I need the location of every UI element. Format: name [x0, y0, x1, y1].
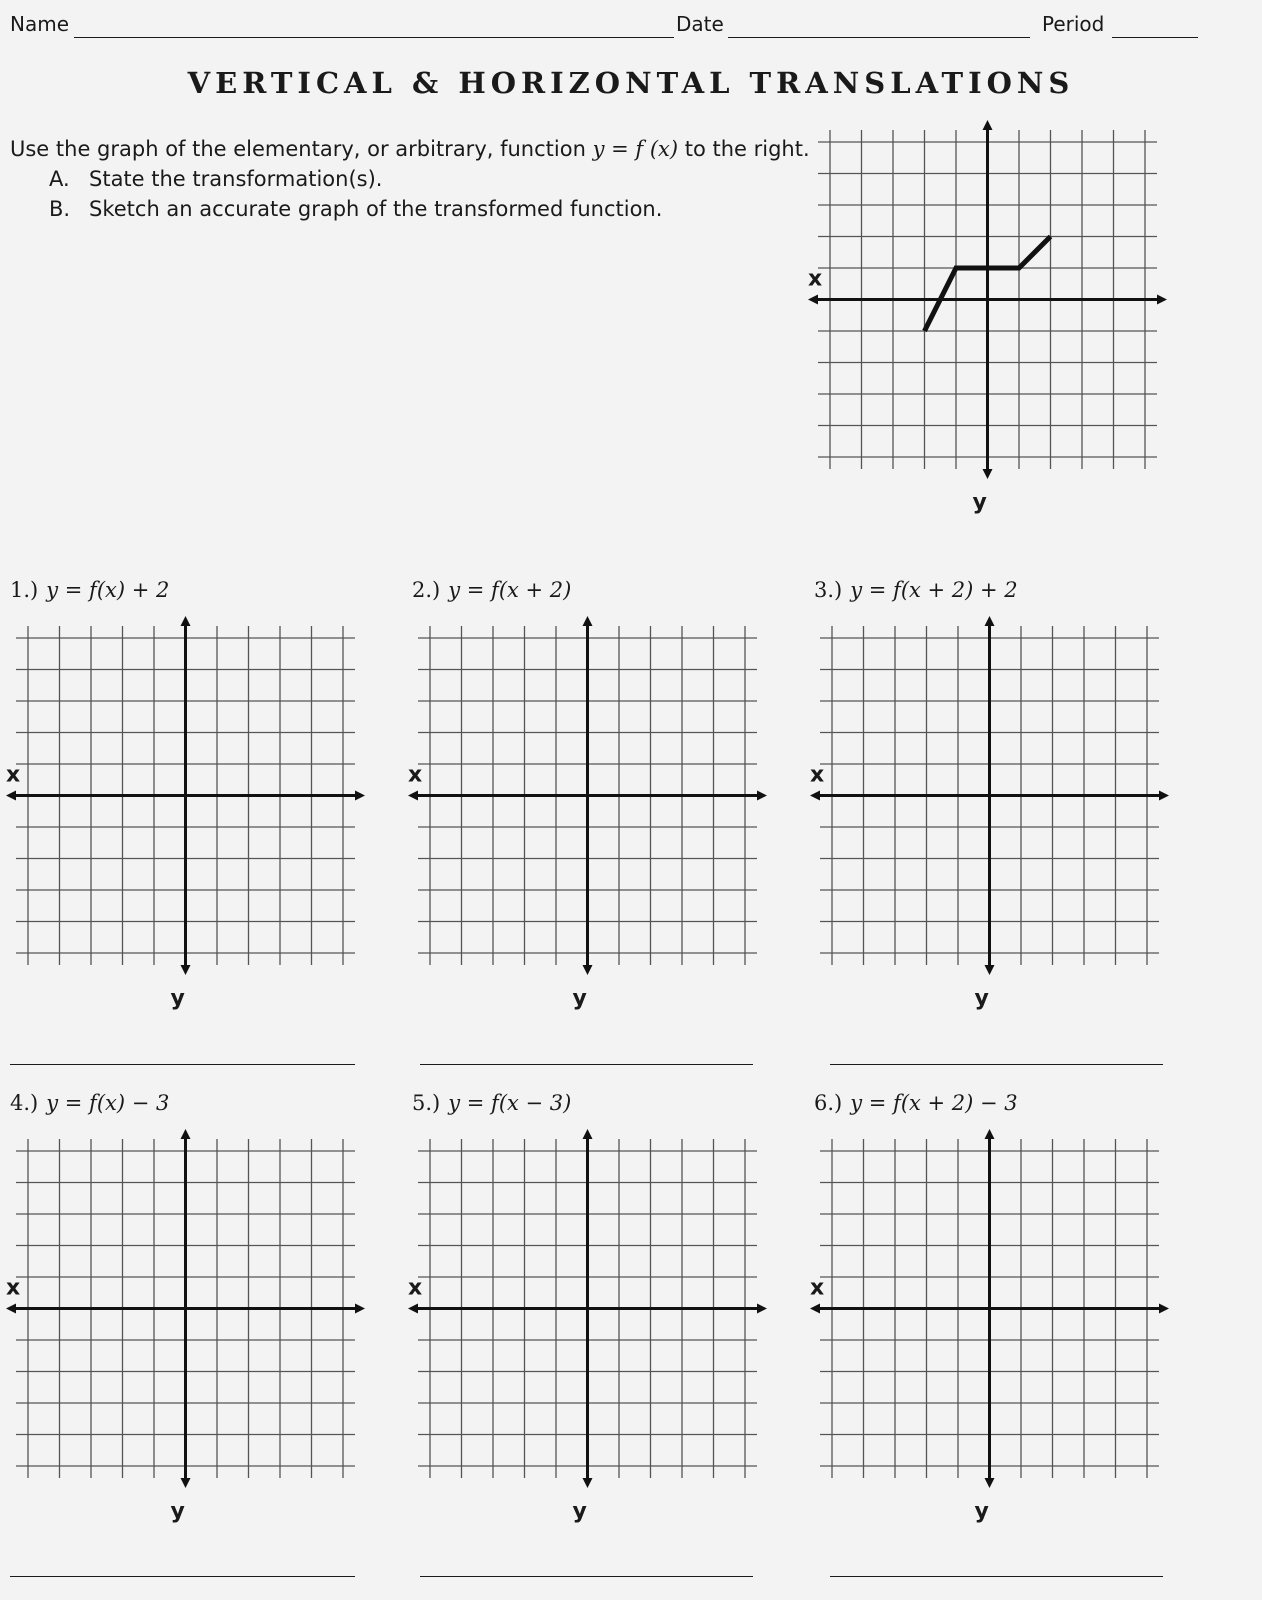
x-axis-arrow-right: [1159, 1304, 1169, 1314]
problem-number: 4.): [10, 1091, 39, 1115]
reference-graph: [808, 132, 1168, 524]
instructions: [10, 134, 810, 224]
problem-6-label: [814, 1091, 1018, 1115]
problem-number: 3.): [814, 578, 843, 602]
date-field[interactable]: [728, 37, 1030, 38]
y-axis-arrow-bottom: [983, 469, 993, 479]
x-axis-arrow-left: [810, 1304, 820, 1314]
x-axis-arrow-right: [355, 1304, 365, 1314]
y-axis-label: y: [170, 986, 185, 1011]
instructions-text-end: to the right.: [678, 137, 810, 161]
period-label: Period: [1042, 12, 1105, 36]
problem-1-label: [10, 578, 169, 602]
problem-number: 2.): [412, 578, 441, 602]
problem-equation: y = f(x − 3): [448, 1091, 572, 1115]
x-axis-arrow-right: [1157, 295, 1167, 305]
instructions-line: [10, 134, 810, 164]
y-axis-arrow-top: [985, 616, 995, 626]
item-b-text: Sketch an accurate graph of the transformed function.: [89, 197, 663, 221]
problem-6-answer-line[interactable]: [830, 1576, 1163, 1577]
x-axis-arrow-right: [757, 1304, 767, 1314]
y-axis-arrow-bottom: [985, 1478, 995, 1488]
x-axis-label: x: [808, 266, 823, 292]
page-title: VERTICAL & HORIZONTAL TRANSLATIONS: [187, 66, 1075, 100]
x-axis-arrow-left: [408, 791, 418, 801]
problem-1-grid[interactable]: [6, 628, 368, 1020]
y-axis-label: y: [974, 986, 989, 1011]
problem-number: 5.): [412, 1091, 441, 1115]
problem-5-grid[interactable]: [408, 1141, 770, 1533]
x-axis-label: x: [810, 1275, 825, 1301]
y-axis-arrow-top: [583, 1129, 593, 1139]
problem-equation: y = f(x) + 2: [46, 578, 170, 602]
y-axis-label: y: [972, 490, 987, 515]
x-axis-arrow-right: [757, 791, 767, 801]
name-field[interactable]: [74, 37, 674, 38]
name-label: Name: [10, 12, 70, 36]
item-a-marker: A.: [49, 167, 70, 191]
problem-equation: y = f(x + 2) − 3: [850, 1091, 1018, 1115]
x-axis-label: x: [810, 762, 825, 788]
y-axis-arrow-bottom: [985, 965, 995, 975]
x-axis-arrow-left: [408, 1304, 418, 1314]
instruction-item-a: [10, 164, 810, 194]
date-label: Date: [676, 12, 724, 36]
y-axis-arrow-top: [181, 1129, 191, 1139]
problem-3-label: [814, 578, 1018, 602]
x-axis-label: x: [408, 762, 423, 788]
x-axis-arrow-left: [6, 791, 16, 801]
problem-equation: y = f(x + 2): [448, 578, 572, 602]
problem-5-label: [412, 1091, 571, 1115]
y-axis-arrow-top: [983, 120, 993, 130]
problem-4-answer-line[interactable]: [10, 1576, 355, 1577]
problem-5-answer-line[interactable]: [420, 1576, 753, 1577]
y-axis-arrow-bottom: [583, 965, 593, 975]
x-axis-arrow-right: [1159, 791, 1169, 801]
problem-number: 1.): [10, 578, 39, 602]
y-axis-label: y: [572, 1499, 587, 1524]
y-axis-label: y: [572, 986, 587, 1011]
item-a-text: State the transformation(s).: [89, 167, 383, 191]
y-axis-arrow-bottom: [181, 1478, 191, 1488]
y-axis-arrow-top: [583, 616, 593, 626]
item-b-marker: B.: [49, 197, 71, 221]
problem-4-grid[interactable]: [6, 1141, 368, 1533]
x-axis-label: x: [6, 1275, 21, 1301]
y-axis-arrow-bottom: [181, 965, 191, 975]
problem-equation: y = f(x) − 3: [46, 1091, 170, 1115]
problem-2-grid[interactable]: [408, 628, 770, 1020]
x-axis-arrow-left: [808, 295, 818, 305]
y-axis-arrow-top: [181, 616, 191, 626]
instructions-text: Use the graph of the elementary, or arbitrary, function: [10, 137, 593, 161]
y-axis-label: y: [974, 1499, 989, 1524]
x-axis-arrow-left: [6, 1304, 16, 1314]
problem-4-label: [10, 1091, 169, 1115]
problem-2-answer-line[interactable]: [420, 1064, 753, 1065]
function-notation: y = f (x): [592, 137, 679, 161]
x-axis-arrow-right: [355, 791, 365, 801]
x-axis-label: x: [6, 762, 21, 788]
problem-2-label: [412, 578, 571, 602]
y-axis-label: y: [170, 1499, 185, 1524]
problem-number: 6.): [814, 1091, 843, 1115]
header-row: [10, 10, 1220, 40]
instruction-item-b: [10, 194, 810, 224]
y-axis-arrow-top: [985, 1129, 995, 1139]
problem-6-grid[interactable]: [810, 1141, 1172, 1533]
problem-3-answer-line[interactable]: [830, 1064, 1163, 1065]
x-axis-label: x: [408, 1275, 423, 1301]
y-axis-arrow-bottom: [583, 1478, 593, 1488]
period-field[interactable]: [1112, 37, 1198, 38]
problem-1-answer-line[interactable]: [10, 1064, 355, 1065]
problem-3-grid[interactable]: [810, 628, 1172, 1020]
x-axis-arrow-left: [810, 791, 820, 801]
problem-equation: y = f(x + 2) + 2: [850, 578, 1018, 602]
